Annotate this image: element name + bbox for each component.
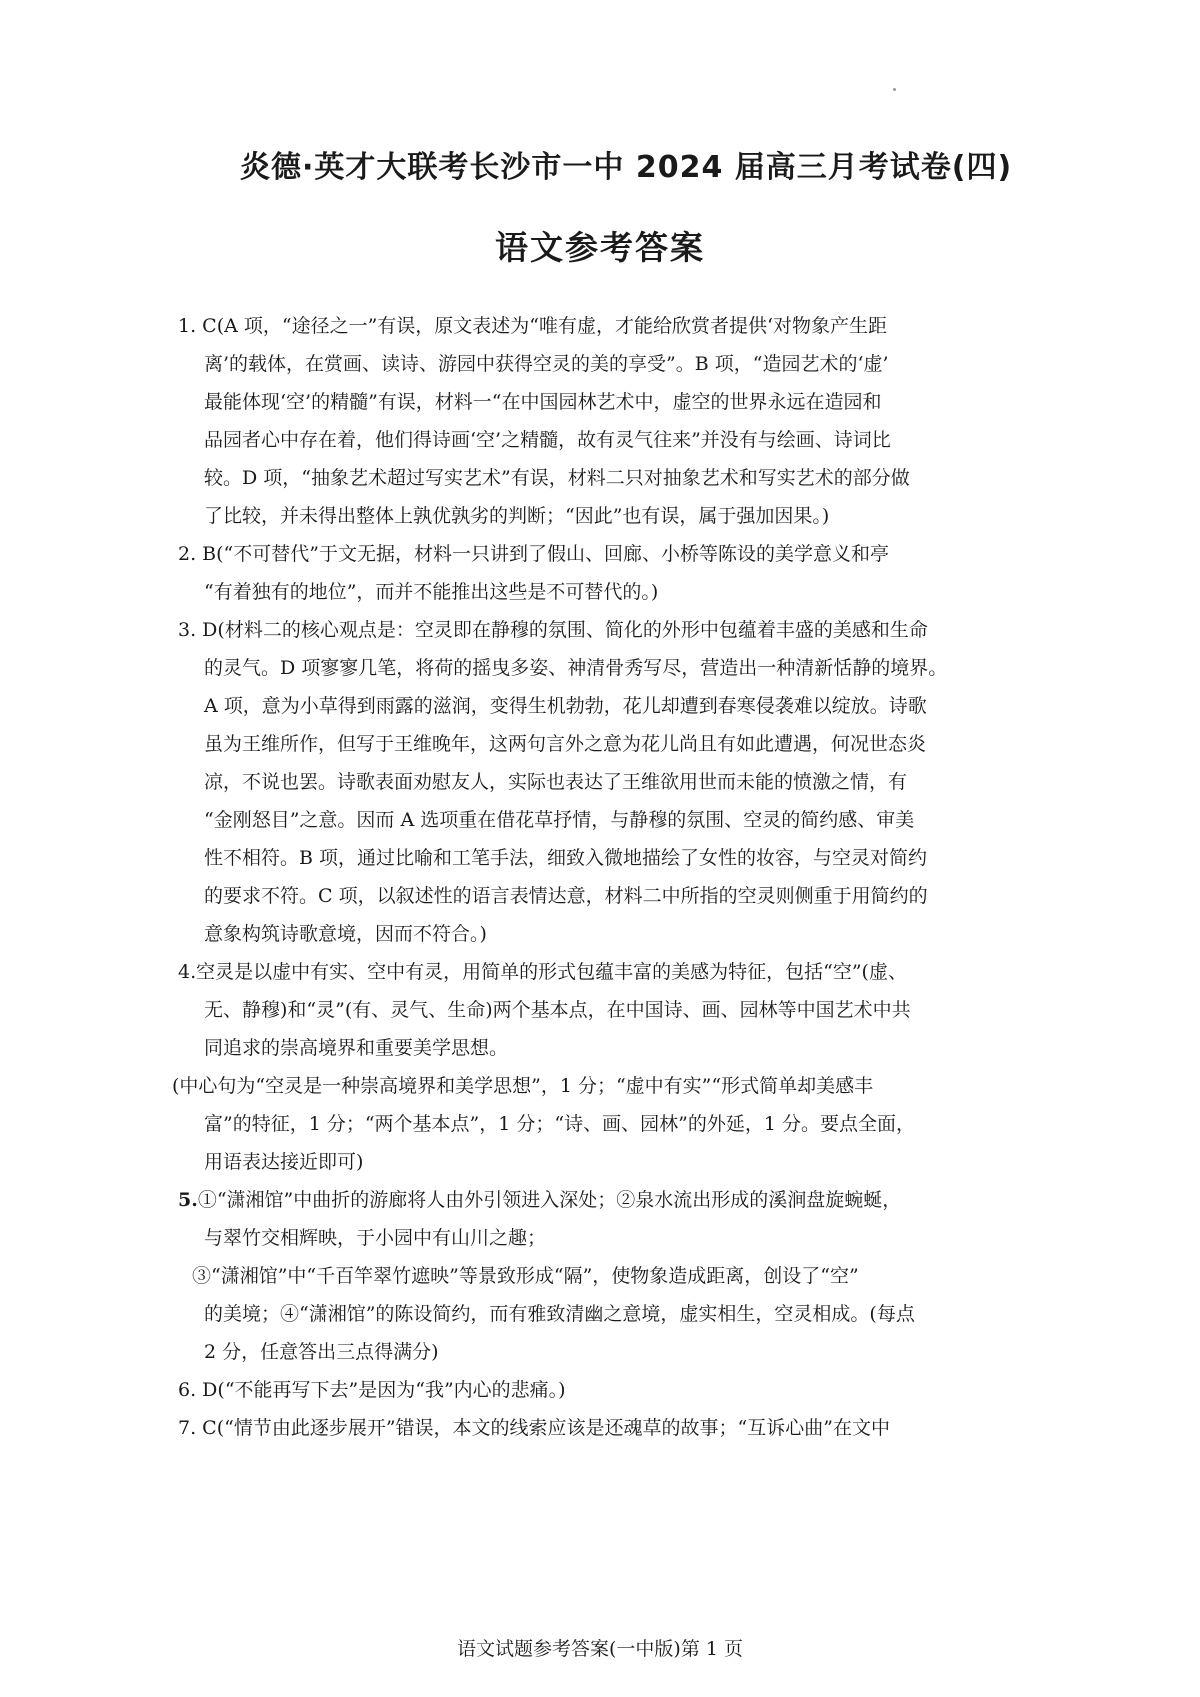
answer-line: 了比较，并未得出整体上孰优孰劣的判断；“因此”也有误，属于强加因果。) (204, 505, 830, 527)
scan-speck (893, 88, 896, 91)
answer-5 (178, 1181, 1038, 1371)
answer-number: 5. (178, 1189, 198, 1211)
scoring-note-4 (172, 1067, 1038, 1181)
answer-line: 性不相符。B 项，通过比喻和工笔手法，细致入微地描绘了女性的妆容，与空灵对简约 (204, 847, 928, 869)
answer-1 (178, 307, 1038, 535)
answer-line: 凉，不说也罢。诗歌表面劝慰友人，实际也表达了王维欲用世而未能的愤激之情，有 (204, 771, 908, 793)
answer-line: “有着独有的地位”，而并不能推出这些是不可替代的。) (204, 581, 659, 603)
answer-line: 无、静穆)和“灵”(有、灵气、生命)两个基本点，在中国诗、画、园林等中国艺术中共 (204, 999, 911, 1021)
answer-line: 离’的载体，在赏画、读诗、游园中获得空灵的美的享受”。B 项，“造园艺术的‘虚’ (204, 353, 889, 375)
page-title: 炎德·英才大联考长沙市一中 2024 届高三月考试卷(四) (240, 150, 1013, 185)
answer-4 (178, 953, 1038, 1067)
answer-body (172, 307, 1038, 1447)
answer-line: A 项，意为小草得到雨露的滋润，变得生机勃勃，花儿却遭到春寒侵袭难以绽放。诗歌 (204, 695, 927, 717)
answer-line: 较。D 项，“抽象艺术超过写实艺术”有误，材料二只对抽象艺术和写实艺术的部分做 (204, 467, 910, 489)
page-footer: 语文试题参考答案(一中版)第 1 页 (457, 1638, 743, 1660)
answer-line: (中心句为“空灵是一种崇高境界和美学思想”，1 分；“虚中有实”“形式简单却美感丰 (172, 1075, 874, 1097)
answer-line: 的灵气。D 项寥寥几笔，将荷的摇曳多姿、神清骨秀写尽，营造出一种清新恬静的境界。 (204, 657, 948, 679)
answer-2 (178, 535, 1038, 611)
answer-line: 7. C(“情节由此逐步展开”错误，本文的线索应该是还魂草的故事；“互诉心曲”在文中 (178, 1417, 890, 1439)
answer-line: 富”的特征，1 分；“两个基本点”，1 分；“诗、画、园林”的外延，1 分。要点全面， (204, 1113, 915, 1135)
answer-line: 2 分，任意答出三点得满分) (204, 1341, 439, 1363)
answer-line: 4.空灵是以虚中有实、空中有灵，用简单的形式包蕴丰富的美感为特征，包括“空”(虚、 (178, 961, 907, 983)
answer-text: ①“潇湘馆”中曲折的游廊将人由外引领进入深处；②泉水流出形成的溪涧盘旋蜿蜒， (197, 1189, 902, 1211)
answer-line: 意象构筑诗歌意境，因而不符合。) (204, 923, 487, 945)
answer-7 (178, 1409, 1038, 1447)
answer-line: 6. D(“不能再写下去”是因为“我”内心的悲痛。) (178, 1379, 566, 1401)
answer-line: 2. B(“不可替代”于文无据，材料一只讲到了假山、回廊、小桥等陈设的美学意义和亭 (178, 543, 889, 565)
answer-6 (178, 1371, 1038, 1409)
answer-line (178, 1181, 1038, 1219)
answer-line: 用语表达接近即可) (204, 1151, 364, 1173)
answer-line: 的要求不符。C 项，以叙述性的语言表情达意，材料二中所指的空灵则侧重于用简约的 (204, 885, 928, 907)
page-subtitle: 语文参考答案 (495, 228, 705, 267)
answer-line: “金刚怒目”之意。因而 A 选项重在借花草抒情，与静穆的氛围、空灵的简约感、审美 (204, 809, 915, 831)
answer-line: ③“潇湘馆”中“千百竿翠竹遮映”等景致形成“隔”，使物象造成距离，创设了“空” (192, 1265, 859, 1287)
answer-line: 最能体现‘空’的精髓”有误，材料一“在中国园林艺术中，虚空的世界永远在造园和 (204, 391, 882, 413)
answer-line: 虽为王维所作，但写于王维晚年，这两句言外之意为花儿尚且有如此遭遇，何况世态炎 (204, 733, 927, 755)
answer-line: 同追求的崇高境界和重要美学思想。 (204, 1037, 509, 1059)
answer-line: 的美境；④“潇湘馆”的陈设简约，而有雅致清幽之意境，虚实相生，空灵相成。(每点 (204, 1303, 915, 1325)
answer-line: 1. C(A 项，“途径之一”有误，原文表述为“唯有虚，才能给欣赏者提供‘对物象产生距 (178, 315, 888, 337)
answer-line: 3. D(材料二的核心观点是：空灵即在静穆的氛围、简化的外形中包蕴着丰盛的美感和生命 (178, 619, 928, 641)
answer-line: 与翠竹交相辉映，于小园中有山川之趣； (204, 1227, 547, 1249)
answer-3 (178, 611, 1038, 953)
answer-line: 品园者心中存在着，他们得诗画‘空’之精髓，故有灵气往来”并没有与绘画、诗词比 (204, 429, 891, 451)
